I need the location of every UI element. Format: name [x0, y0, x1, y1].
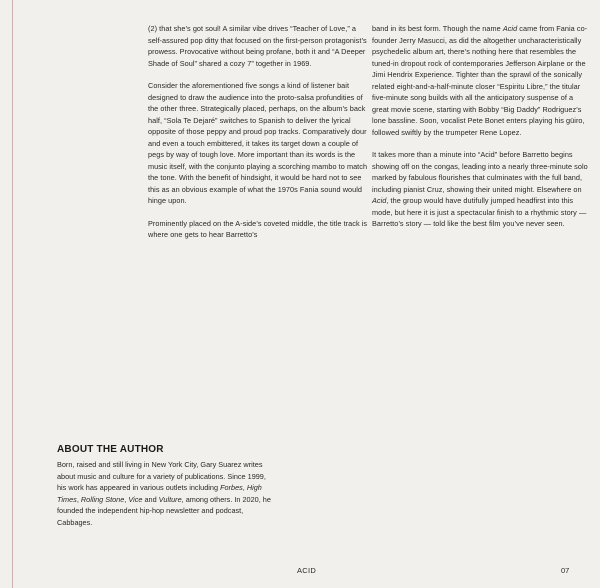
album-title-italic: Acid: [372, 196, 387, 205]
right-paragraph-1: [372, 23, 592, 138]
left-paragraph-3: Prominently placed on the A-side’s coveted middle, the title track is where one gets to hear Barretto’s: [148, 218, 368, 239]
about-author-bio: [57, 459, 272, 528]
text-run: , the group would have dutifully jumped headfirst into this mode, but here it is just a spectacular finish to a rhythmic story — Barretto’s story — told like the best film you’ve never seen.: [372, 196, 587, 228]
about-author-section: [57, 444, 272, 528]
footer-running-title: ACID: [297, 566, 317, 575]
page-edge-line: [12, 0, 13, 588]
publication-italic: High Times: [57, 483, 262, 504]
text-run: ,: [76, 494, 81, 504]
publication-italic: Forbes: [220, 483, 243, 492]
right-text-column: [372, 23, 592, 241]
about-author-heading: ABOUT THE AUTHOR: [57, 444, 164, 455]
text-run: , among others. In 2020, he founded the independent hip-hop newsletter and podcast, Cabbages.: [57, 494, 271, 527]
left-paragraph-2: Consider the aforementioned five songs a kind of listener bait designed to draw the audience into the proto-salsa profundities of the other three. Strategically placed, perhaps, on the album’s back half, “Sola Te Dejaré” switches to Spanish to deliver the lyrical opposite of those peppy and proud pop tracks. Comparatively dour and even a touch embittered, it takes its target down a couple of pegs by way of tough love. More important than its words is the music itself, with the conjunto playing a scorching mambo to match the tone. With the benefit of hindsight, it would be hard not to see this as an obvious example of what the 1970s Fania sound would hinge upon.: [148, 81, 368, 205]
text-run: ,: [124, 494, 129, 504]
text-run: Born, raised and still living in New York City, Gary Suarez writes about music and culture for a variety of publications. Since 1999, his work has appeared in various outlets including: [57, 460, 266, 492]
publication-italic: Vulture: [158, 494, 182, 504]
text-run: and: [142, 494, 159, 504]
album-title-italic: Acid: [502, 24, 518, 33]
text-run: ,: [242, 483, 247, 492]
publication-italic: Vice: [128, 494, 143, 504]
left-paragraph-1: (2) that she’s got soul! A similar vibe drives “Teacher of Love,” a self-assured pop ditty that focused on the first-person protagonist’s prowess. Provocative without being profane, both it and “A Deeper Shade of Soul” shared a cozy 7” together in 1969.: [148, 24, 367, 68]
left-text-column: [148, 23, 368, 252]
text-run: came from Fania co-founder Jerry Masucci, as did the altogether uncharacteristically psychedelic album art, there’s nothing here that resembles the tuned-in dropout rock of contemporaries Jefferson Airplane or the Jimi Hendrix Experience. Tighter than the sprawl of the sonically related eight-and-a-half-minute closer “Espiritu Libre,” the titular five-minute song builds with all the anticipatory suspense of a great movie scene, starting with Bobby “Big Daddy” Rodriguez’s lone bassline. Soon, vocalist Pete Bonet enters playing his güiro, followed swiftly by the trumpeter Rene Lopez.: [372, 24, 588, 137]
text-run: band in its best form. Though the name: [372, 24, 503, 33]
publication-italic: Rolling Stone: [80, 494, 125, 504]
text-run: It takes more than a minute into “Acid” before Barretto begins showing off on the congas, leading into a nearly three-minute solo marked by fabulous flourishes that culminates with the full band, including pianist Cruz, showing their united might. Elsewhere on: [372, 150, 588, 194]
right-paragraph-2: [372, 149, 592, 230]
page-number: 07: [561, 566, 570, 575]
